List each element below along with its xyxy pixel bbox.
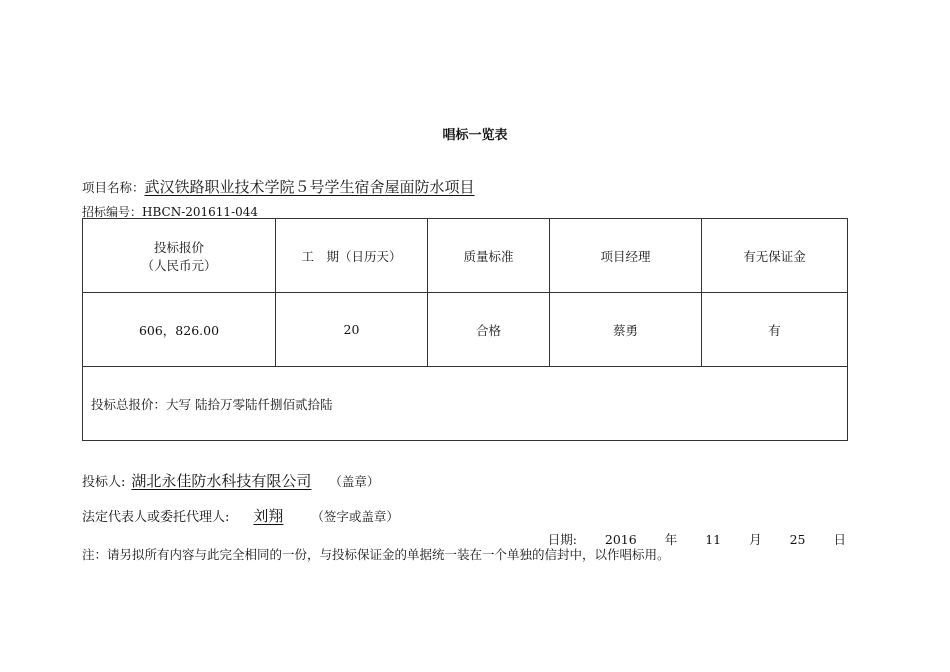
legal-rep-label: 法定代表人或委托代理人: — [82, 510, 230, 525]
date-day-unit: 日 — [833, 532, 846, 547]
legal-rep-line — [82, 505, 399, 526]
date-year-unit: 年 — [664, 532, 678, 547]
date-month-unit: 月 — [749, 532, 762, 547]
legal-rep-sign-note: （签字或盖章） — [311, 509, 399, 524]
cell-manager: 蔡勇 — [550, 293, 702, 367]
date-day: 25 — [789, 532, 806, 547]
tender-code-value: HBCN-201611-044 — [142, 205, 259, 219]
table-total-row — [83, 367, 848, 441]
header-bid-price-line1: 投标报价 — [153, 239, 204, 255]
bidder-value: 湖北永佳防水科技有限公司 — [131, 472, 312, 490]
cell-quality: 合格 — [428, 293, 550, 367]
header-deposit: 有无保证金 — [702, 219, 848, 293]
legal-rep-value: 刘翔 — [253, 507, 284, 525]
header-bid-price — [83, 219, 276, 293]
header-manager: 项目经理 — [550, 219, 702, 293]
project-name-label: 项目名称： — [82, 180, 145, 195]
page-title: 唱标一览表 — [442, 128, 508, 143]
bidder-seal-note: （盖章） — [329, 474, 380, 489]
date-year: 2016 — [604, 532, 637, 547]
table-row — [83, 293, 848, 367]
project-name-line — [82, 176, 475, 197]
cell-bid-price: 606，826.00 — [83, 293, 276, 367]
cell-deposit: 有 — [702, 293, 848, 367]
header-period: 工 期（日历天） — [276, 219, 428, 293]
footnote: 注：请另拟所有内容与此完全相同的一份，与投标保证金的单据统一装在一个单独的信封中，以作唱标用。 — [82, 547, 670, 562]
cell-total-price: 投标总报价：大写 陆拾万零陆仟捌佰贰拾陆 — [83, 367, 848, 441]
date-label: 日期: — [547, 532, 577, 547]
project-name-value: 武汉铁路职业技术学院５号学生宿舍屋面防水项目 — [144, 178, 475, 196]
header-quality: 质量标准 — [428, 219, 550, 293]
tender-code-label: 招标编号： — [82, 205, 143, 219]
bidder-label: 投标人: — [82, 475, 126, 490]
bid-summary-table — [82, 218, 848, 441]
table-header-row — [83, 219, 848, 293]
cell-period: 20 — [276, 293, 428, 367]
date-month: 11 — [705, 532, 722, 547]
header-bid-price-line2: （人民币元） — [141, 257, 217, 273]
bidder-line — [82, 470, 379, 491]
